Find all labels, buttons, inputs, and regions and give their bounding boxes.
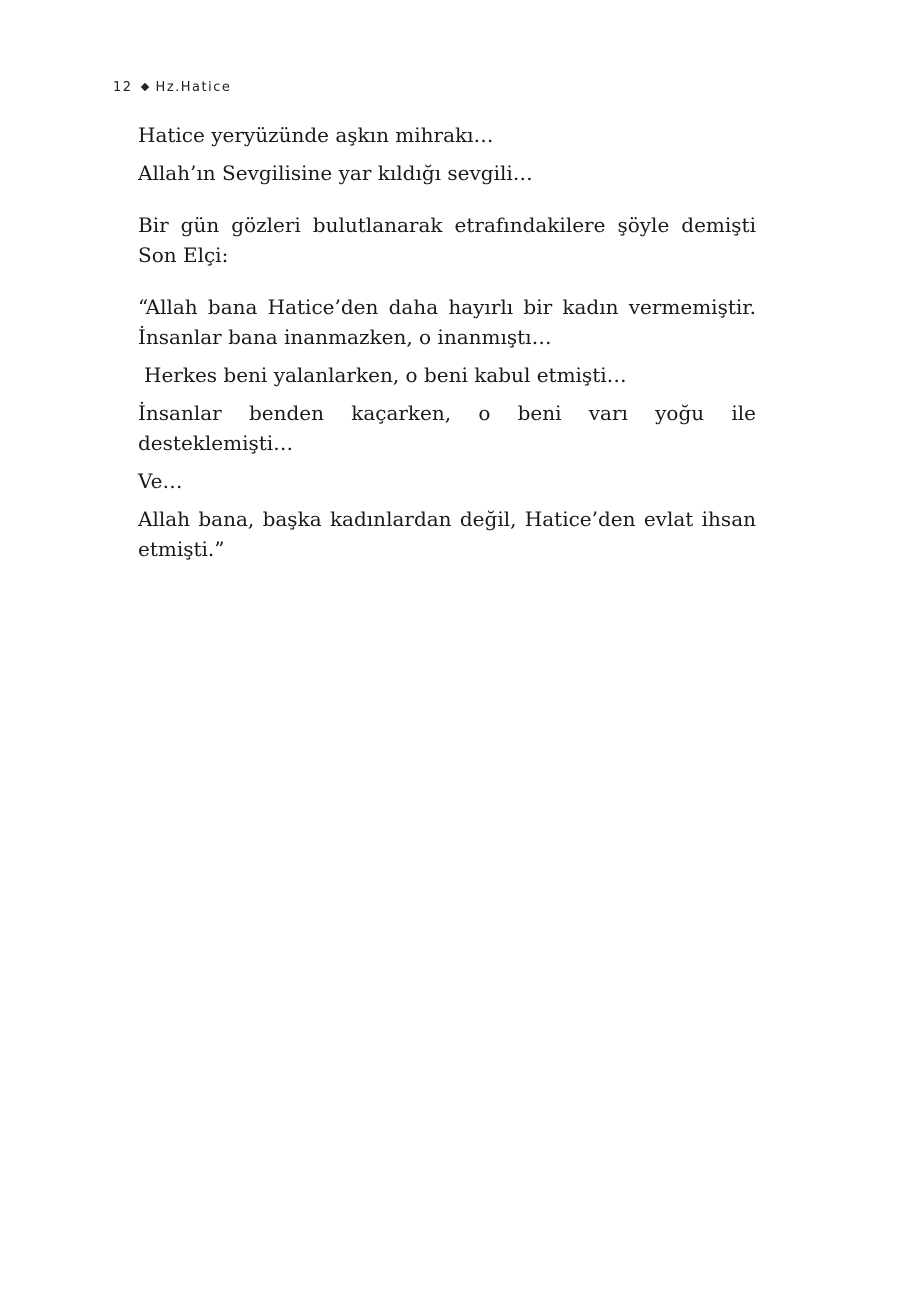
page-number: 12 bbox=[113, 79, 133, 95]
quote-paragraph: Allah bana, başka kadınlardan değil, Hatice’den evlat ihsan etmişti.” bbox=[138, 507, 756, 561]
running-header bbox=[113, 77, 231, 97]
paragraph: Bir gün gözleri bulutlanarak etrafındakilere şöyle demişti Son Elçi: bbox=[138, 213, 756, 267]
quote-paragraph: Herkes beni yalanlarken, o beni kabul etmişti… bbox=[144, 363, 627, 387]
running-title: Hz.Hatice bbox=[155, 79, 232, 95]
page-body bbox=[138, 120, 756, 564]
paragraph: Allah’ın Sevgilisine yar kıldığı sevgili… bbox=[138, 161, 533, 185]
quote-paragraph: İnsanlar benden kaçarken, o beni varı yoğu ile desteklemişti… bbox=[138, 401, 756, 455]
quote-paragraph: “Allah bana Hatice’den daha hayırlı bir kadın vermemiştir. İnsanlar bana inanmazken, o inanmıştı… bbox=[138, 295, 756, 349]
paragraph: Hatice yeryüzünde aşkın mihrakı… bbox=[138, 123, 494, 147]
diamond-separator-icon bbox=[140, 83, 148, 91]
quote-paragraph: Ve… bbox=[138, 469, 183, 493]
